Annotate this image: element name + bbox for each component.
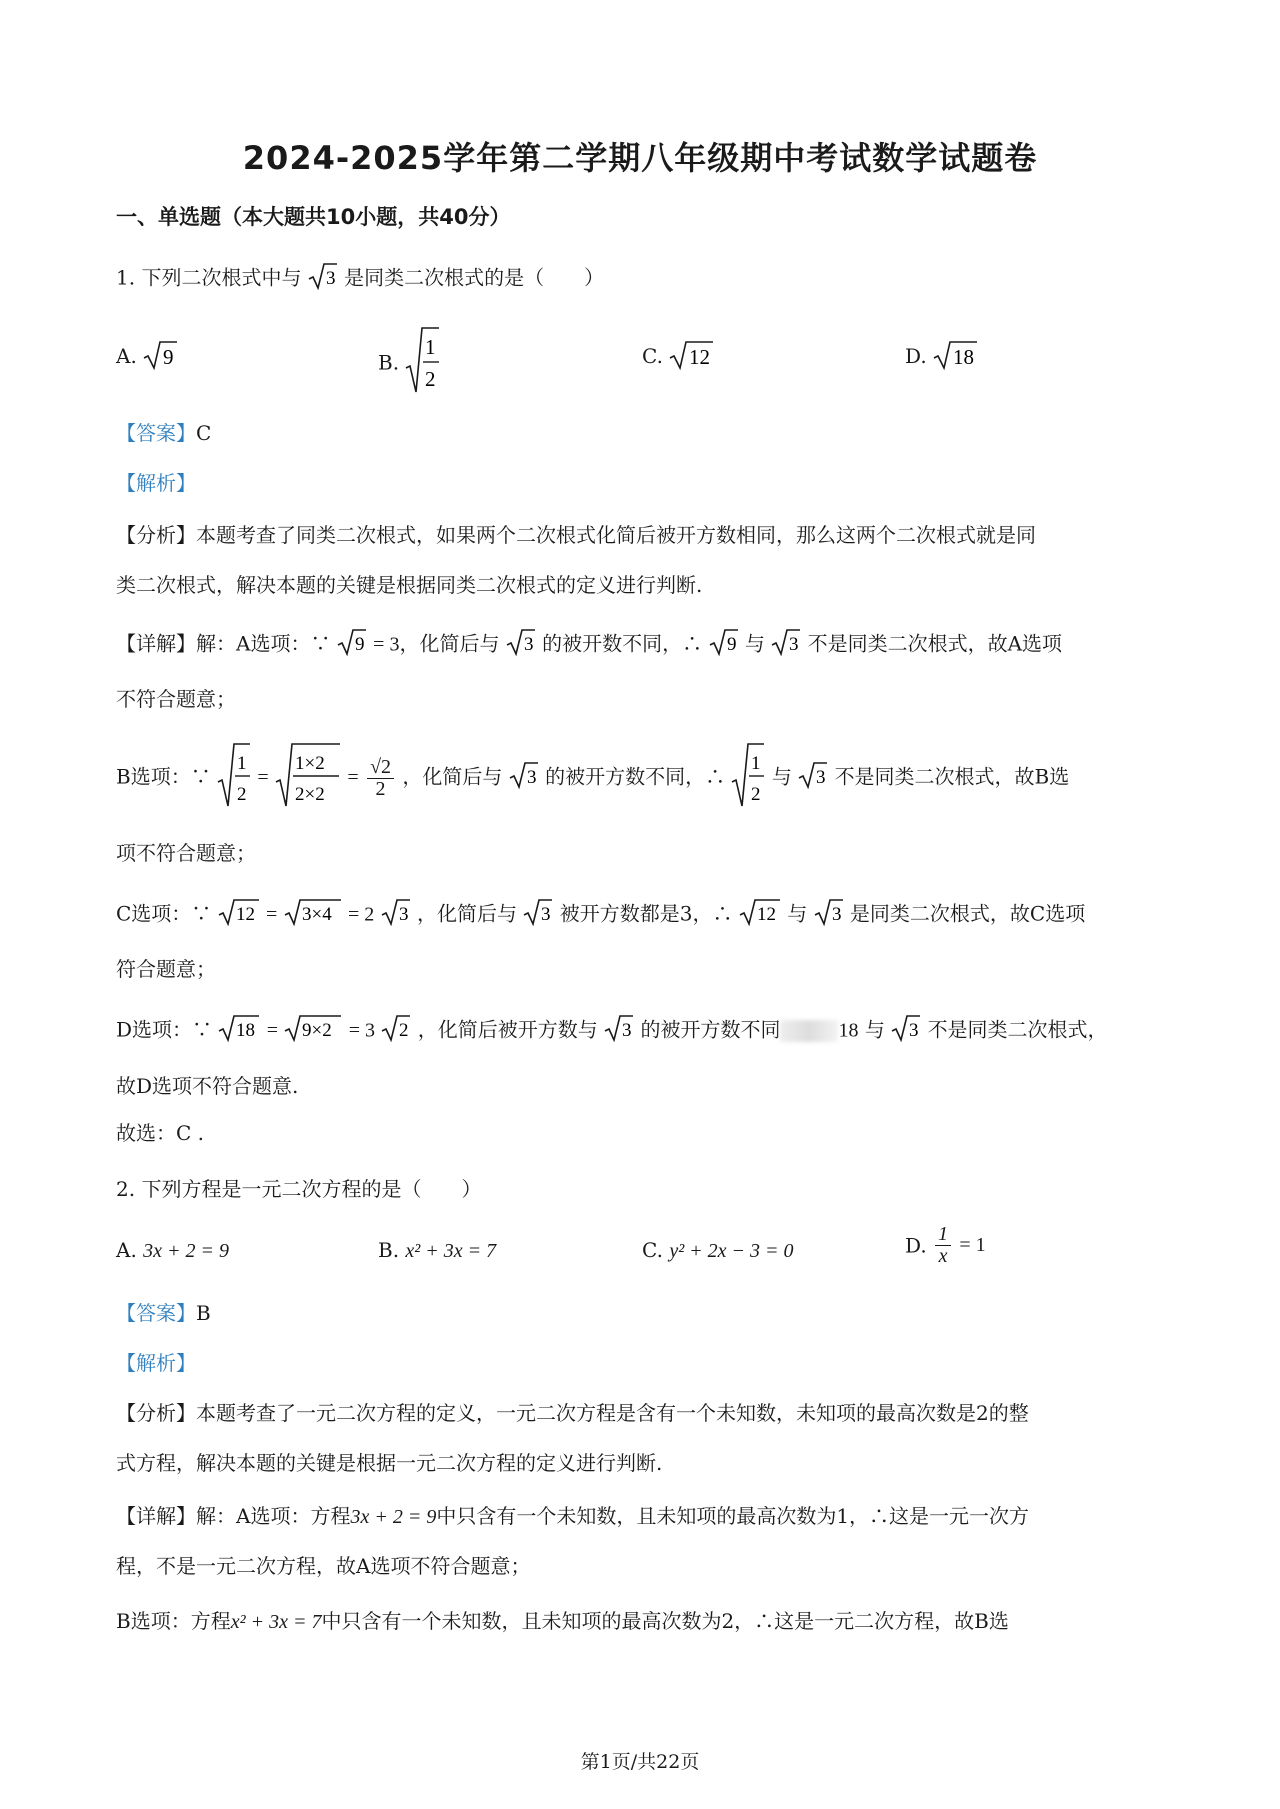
- q1-answer: 【答案】C: [116, 421, 212, 445]
- svg-text:2: 2: [237, 784, 247, 805]
- svg-text:3: 3: [398, 904, 409, 925]
- sqrt-icon: [308, 262, 338, 296]
- sqrt-icon: [506, 628, 536, 662]
- sqrt-icon: [933, 340, 979, 375]
- q1-detail-a-cont: 不符合题意；: [116, 687, 236, 711]
- sqrt-icon: [771, 628, 801, 662]
- q2-option-d[interactable]: D. $\frac{1}{x}$ = 1: [905, 1223, 986, 1267]
- q2-detail-b: B选项：方程x² + 3x = 7中只含有一个未知数，且未知项的最高次数为2，∴这是一元二次方程，故B选: [116, 1609, 1009, 1633]
- q1-detail-c-cont: 符合题意；: [116, 957, 216, 981]
- svg-text:12: 12: [689, 345, 711, 369]
- q2-answer: 【答案】B: [116, 1301, 211, 1325]
- svg-text:3×4: 3×4: [301, 904, 332, 925]
- svg-text:18: 18: [236, 1020, 256, 1041]
- sqrt-icon: [337, 628, 367, 662]
- sqrt-icon: [509, 761, 539, 795]
- q2-option-b[interactable]: B. x² + 3x = 7: [378, 1238, 497, 1262]
- q2-detail-a-cont: 程，不是一元二次方程，故A选项不符合题意；: [116, 1554, 531, 1578]
- sqrt-icon: [405, 326, 441, 399]
- svg-text:3: 3: [325, 268, 336, 289]
- q1-analysis-tag: 【解析】: [116, 471, 196, 495]
- sqrt-icon: [218, 898, 260, 932]
- q1-detail-a: 【详解】解：A选项：∵ 9 = 3，化简后与 3 的被开数不同，∴ 9 与 3 不是同类二次根式，故A选项: [116, 628, 1062, 662]
- sqrt-icon: [284, 898, 342, 932]
- svg-text:9: 9: [726, 634, 737, 655]
- sqrt-icon: [731, 742, 765, 814]
- svg-text:3: 3: [816, 767, 826, 788]
- svg-text:2: 2: [399, 1020, 409, 1041]
- q2-stem: 2. 下列方程是一元二次方程的是（ ）: [116, 1177, 482, 1201]
- sqrt-icon: [381, 898, 411, 932]
- svg-text:12: 12: [756, 904, 776, 925]
- svg-text:1: 1: [425, 335, 436, 359]
- svg-text:18: 18: [953, 345, 975, 369]
- q1-option-d[interactable]: D. 18: [905, 340, 979, 375]
- svg-text:12: 12: [235, 904, 255, 925]
- svg-text:1: 1: [751, 753, 761, 774]
- svg-text:1: 1: [237, 753, 247, 774]
- svg-text:3: 3: [831, 904, 842, 925]
- sqrt-icon: [523, 898, 553, 932]
- q2-fenxi-line2: 式方程，解决本题的关键是根据一元二次方程的定义进行判断.: [116, 1451, 663, 1475]
- page-footer: 第1页/共22页: [580, 1751, 700, 1773]
- sqrt-icon: [604, 1014, 634, 1048]
- sqrt-icon: [218, 1014, 260, 1048]
- svg-text:3: 3: [789, 634, 799, 655]
- q1-detail-b: B选项：∵ 1 2 = 1×2 2×2 = $\frac{√2}{2}$ ，化简后与 3 的被开方数不同，∴ 1 2 与 3 不是同类二次根式，故B选: [116, 742, 1069, 814]
- sqrt-icon: [891, 1014, 921, 1048]
- sqrt-icon: [709, 628, 739, 662]
- q1-choose: 故选：C .: [116, 1121, 205, 1145]
- page-title: 2024-2025学年第二学期八年级期中考试数学试题卷: [242, 139, 1038, 177]
- q1-fenxi-line1: 【分析】本题考查了同类二次根式，如果两个二次根式化简后被开方数相同，那么这两个二次根式就是同: [116, 523, 1036, 547]
- q2-option-c[interactable]: C. y² + 2x − 3 = 0: [642, 1238, 794, 1262]
- svg-text:9: 9: [163, 345, 174, 369]
- fraction: $\frac{√2}{2}$: [367, 757, 394, 800]
- q1-detail-b-cont: 项不符合题意；: [116, 841, 256, 865]
- svg-text:3: 3: [622, 1020, 632, 1041]
- sqrt-icon: [217, 742, 251, 814]
- svg-text:2×2: 2×2: [295, 784, 325, 805]
- sqrt-icon: [284, 1014, 342, 1048]
- q1-option-b[interactable]: B. 1 2: [378, 326, 441, 399]
- svg-text:3: 3: [526, 767, 537, 788]
- q1-fenxi-line2: 类二次根式，解决本题的关键是根据同类二次根式的定义进行判断.: [116, 573, 703, 597]
- blurred-region: [780, 1020, 838, 1042]
- svg-text:3: 3: [523, 634, 534, 655]
- q2-fenxi-line1: 【分析】本题考查了一元二次方程的定义，一元二次方程是含有一个未知数，未知项的最高次数是2的整: [116, 1401, 1029, 1425]
- sqrt-icon: [381, 1014, 411, 1048]
- section-heading: 一、单选题（本大题共10小题，共40分）: [116, 205, 511, 229]
- fraction: $\frac{1}{x}$: [935, 1224, 951, 1267]
- q2-detail-a: 【详解】解：A选项：方程3x + 2 = 9中只含有一个未知数，且未知项的最高次数为1，∴这是一元一次方: [116, 1504, 1030, 1528]
- q1-stem: 1. 下列二次根式中与 3 是同类二次根式的是（ ）: [116, 262, 604, 296]
- svg-text:3: 3: [541, 904, 551, 925]
- q1-detail-d-cont: 故D选项不符合题意.: [116, 1074, 299, 1098]
- q1-option-c[interactable]: C. 12: [642, 340, 715, 375]
- sqrt-icon: [275, 742, 341, 814]
- svg-text:1×2: 1×2: [295, 753, 325, 774]
- sqrt-icon: [798, 761, 828, 795]
- svg-text:3: 3: [909, 1020, 919, 1041]
- sqrt-icon: [669, 340, 715, 375]
- sqrt-icon: [143, 340, 179, 375]
- sqrt-icon: [739, 898, 781, 932]
- q1-detail-d: D选项：∵ 18 = 9×2 = 3 2 ，化简后被开方数与 3 的被开方数不同 18 与 3 不是同类二次根式，: [116, 1014, 1108, 1048]
- svg-text:9: 9: [354, 634, 365, 655]
- sqrt-icon: [814, 898, 844, 932]
- q1-option-a[interactable]: A. 9: [116, 340, 179, 375]
- q2-analysis-tag: 【解析】: [116, 1351, 196, 1375]
- svg-text:9×2: 9×2: [302, 1020, 333, 1041]
- svg-text:2: 2: [751, 784, 761, 805]
- q2-option-a[interactable]: A. 3x + 2 = 9: [116, 1238, 230, 1262]
- svg-text:2: 2: [425, 367, 436, 391]
- q1-detail-c: C选项：∵ 12 = 3×4 = 2 3 ，化简后与 3 被开方数都是3，∴ 12 与 3 是同类二次根式，故C选项: [116, 898, 1085, 932]
